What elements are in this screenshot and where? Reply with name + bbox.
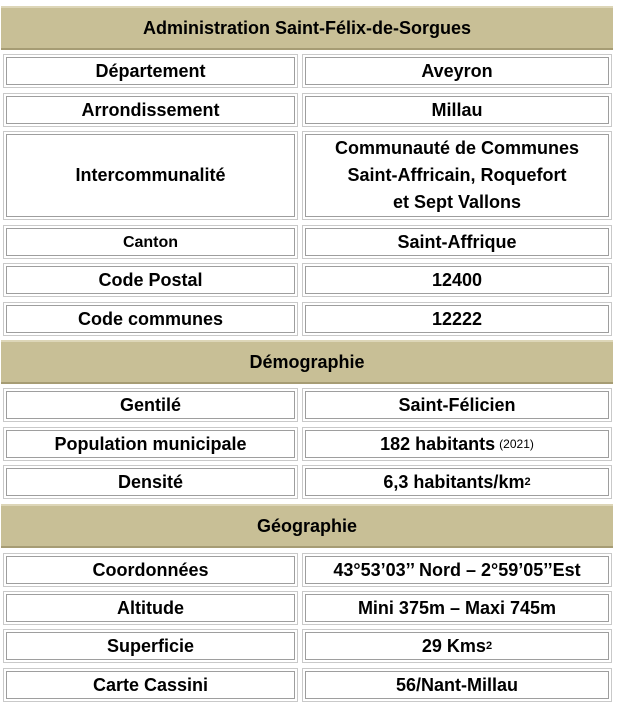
label-arrondissement: Arrondissement — [3, 93, 298, 127]
densite-value: 6,3 habitants/km — [383, 471, 525, 492]
label-population: Population municipale — [3, 427, 298, 461]
intercommunalite-line-2: Saint-Affricain, Roquefort — [347, 165, 567, 185]
label-carte-cassini: Carte Cassini — [3, 668, 298, 702]
intercommunalite-line-3: et Sept Vallons — [392, 192, 522, 212]
label-coordonnees: Coordonnées — [3, 553, 298, 587]
value-departement: Aveyron — [302, 54, 612, 88]
value-population — [302, 427, 612, 461]
label-code-communes: Code communes — [3, 302, 298, 336]
section-header-geographie — [1, 504, 613, 548]
section-header-administration — [1, 6, 613, 50]
population-value: 182 habitants — [380, 433, 496, 454]
value-coordonnees: 43°53’03’’ Nord – 2°59’05’’Est — [302, 553, 612, 587]
value-gentile: Saint-Félicien — [302, 388, 612, 422]
value-code-postal: 12400 — [302, 263, 612, 297]
section-title: Démographie — [249, 351, 365, 372]
value-densite: 6,3 habitants/km 2 — [302, 465, 612, 499]
value-superficie: 29 Kms 2 — [302, 629, 612, 663]
label-altitude: Altitude — [3, 591, 298, 625]
label-departement: Département — [3, 54, 298, 88]
label-code-postal: Code Postal — [3, 263, 298, 297]
value-code-communes: 12222 — [302, 302, 612, 336]
label-canton: Canton — [3, 225, 298, 259]
value-intercommunalite — [302, 131, 612, 220]
value-altitude: Mini 375m – Maxi 745m — [302, 591, 612, 625]
label-densite: Densité — [3, 465, 298, 499]
superficie-value: 29 Kms — [421, 635, 486, 656]
value-canton: Saint-Affrique — [302, 225, 612, 259]
intercommunalite-line-1: Communauté de Communes — [334, 138, 580, 158]
value-arrondissement: Millau — [302, 93, 612, 127]
label-superficie: Superficie — [3, 629, 298, 663]
section-title: Administration Saint-Félix-de-Sorgues — [142, 17, 472, 38]
population-year: (2021) — [499, 436, 534, 451]
label-intercommunalite: Intercommunalité — [3, 131, 298, 220]
value-carte-cassini: 56/Nant-Millau — [302, 668, 612, 702]
section-title: Géographie — [256, 515, 358, 536]
label-gentile: Gentilé — [3, 388, 298, 422]
section-header-demographie — [1, 340, 613, 384]
